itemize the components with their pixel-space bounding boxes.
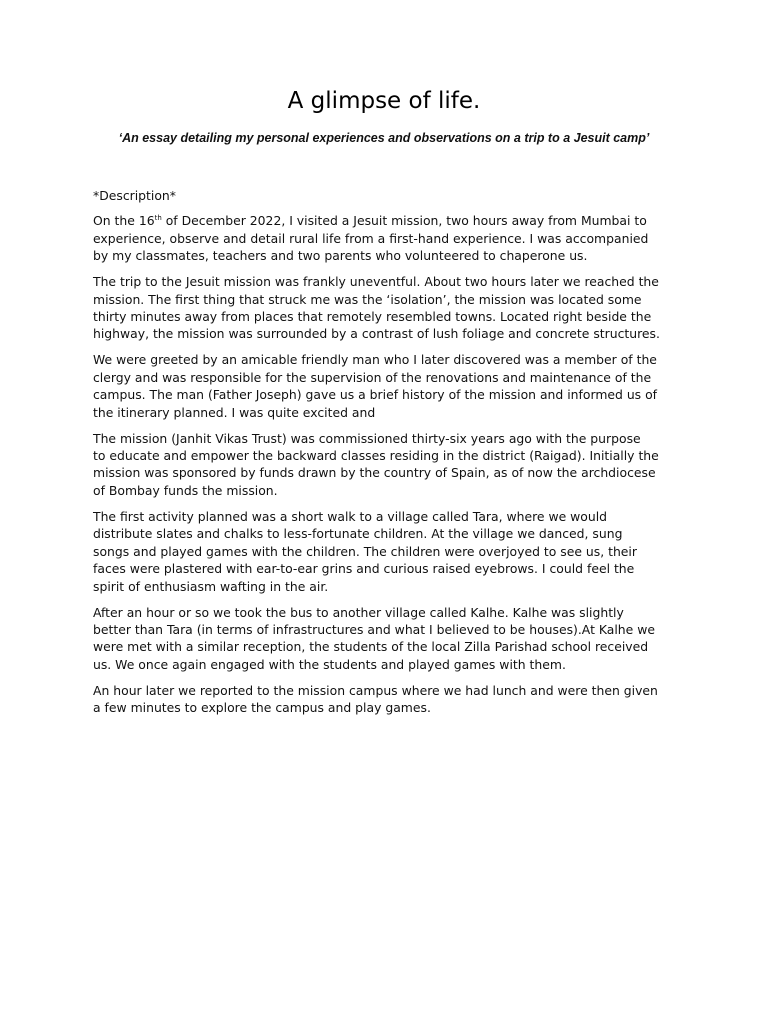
paragraph-line: a few minutes to explore the campus and play games.: [93, 700, 431, 716]
paragraph-line: We were greeted by an amicable friendly man who I later discovered was a member of the: [93, 352, 657, 368]
paragraph-line: faces were plastered with ear-to-ear grins and curious raised eyebrows. I could feel the: [93, 561, 635, 577]
section-label: *Description*: [93, 188, 176, 203]
paragraph-line: songs and played games with the children. The children were overjoyed to see us, their: [93, 543, 637, 559]
paragraph-3: [93, 351, 683, 421]
page-subtitle: ‘An essay detailing my personal experiences and observations on a trip to a Jesuit camp’: [118, 131, 650, 145]
paragraph-line: thirty minutes away from places that remotely resembled towns. Located right beside the: [93, 309, 652, 325]
paragraph-line: highway, the mission was surrounded by a contrast of lush foliage and concrete structures.: [93, 326, 660, 342]
paragraph-line: The first activity planned was a short walk to a village called Tara, where we would: [93, 508, 608, 524]
paragraph-2: [93, 273, 683, 343]
page-title: A glimpse of life.: [287, 88, 481, 114]
paragraph-line: us. We once again engaged with the students and played games with them.: [93, 656, 566, 672]
ordinal-superscript: th: [154, 214, 162, 223]
paragraph-line: spirit of enthusiasm wafting in the air.: [93, 578, 329, 594]
essay-body: [93, 187, 683, 725]
paragraph-line: were met with a similar reception, the students of the local Zilla Parishad school received: [93, 639, 649, 655]
paragraph-line: An hour later we reported to the mission campus where we had lunch and were then given: [93, 682, 658, 698]
paragraph-6: [93, 604, 683, 674]
paragraph-line: clergy and was responsible for the supervision of the renovations and maintenance of the: [93, 369, 652, 385]
paragraph-1: [93, 212, 683, 264]
paragraph-line: The trip to the Jesuit mission was frankly uneventful. About two hours later we reached the: [93, 274, 659, 290]
paragraph-5: [93, 508, 683, 595]
paragraph-line: by my classmates, teachers and two parents who volunteered to chaperone us.: [93, 248, 588, 264]
paragraph-line: better than Tara (in terms of infrastructures and what I believed to be houses).At Kalhe we: [93, 621, 655, 637]
paragraph-line: mission. The first thing that struck me was the ‘isolation’, the mission was located some: [93, 291, 642, 307]
line-text: On the 16: [93, 213, 155, 229]
line-text: of December 2022, I visited a Jesuit mission, two hours away from Mumbai to: [161, 213, 647, 229]
paragraph-line: After an hour or so we took the bus to another village called Kalhe. Kalhe was slightly: [93, 604, 624, 620]
paragraph-4: [93, 430, 683, 500]
paragraph-line: The mission (Janhit Vikas Trust) was commissioned thirty-six years ago with the purpose: [93, 430, 641, 446]
paragraph-line: mission was sponsored by funds drawn by the country of Spain, as of now the archdiocese: [93, 465, 656, 481]
paragraph-line: the itinerary planned. I was quite excited and: [93, 404, 376, 420]
paragraph-line: of Bombay funds the mission.: [93, 482, 278, 498]
paragraph-7: [93, 682, 683, 717]
paragraph-line: distribute slates and chalks to less-fortunate children. At the village we danced, sung: [93, 526, 623, 542]
paragraph-line: [93, 212, 683, 229]
paragraph-line: experience, observe and detail rural life from a first-hand experience. I was accompanied: [93, 230, 649, 246]
paragraph-line: campus. The man (Father Joseph) gave us a brief history of the mission and informed us of: [93, 387, 658, 403]
paragraph-line: to educate and empower the backward classes residing in the district (Raigad). Initially the: [93, 448, 659, 464]
